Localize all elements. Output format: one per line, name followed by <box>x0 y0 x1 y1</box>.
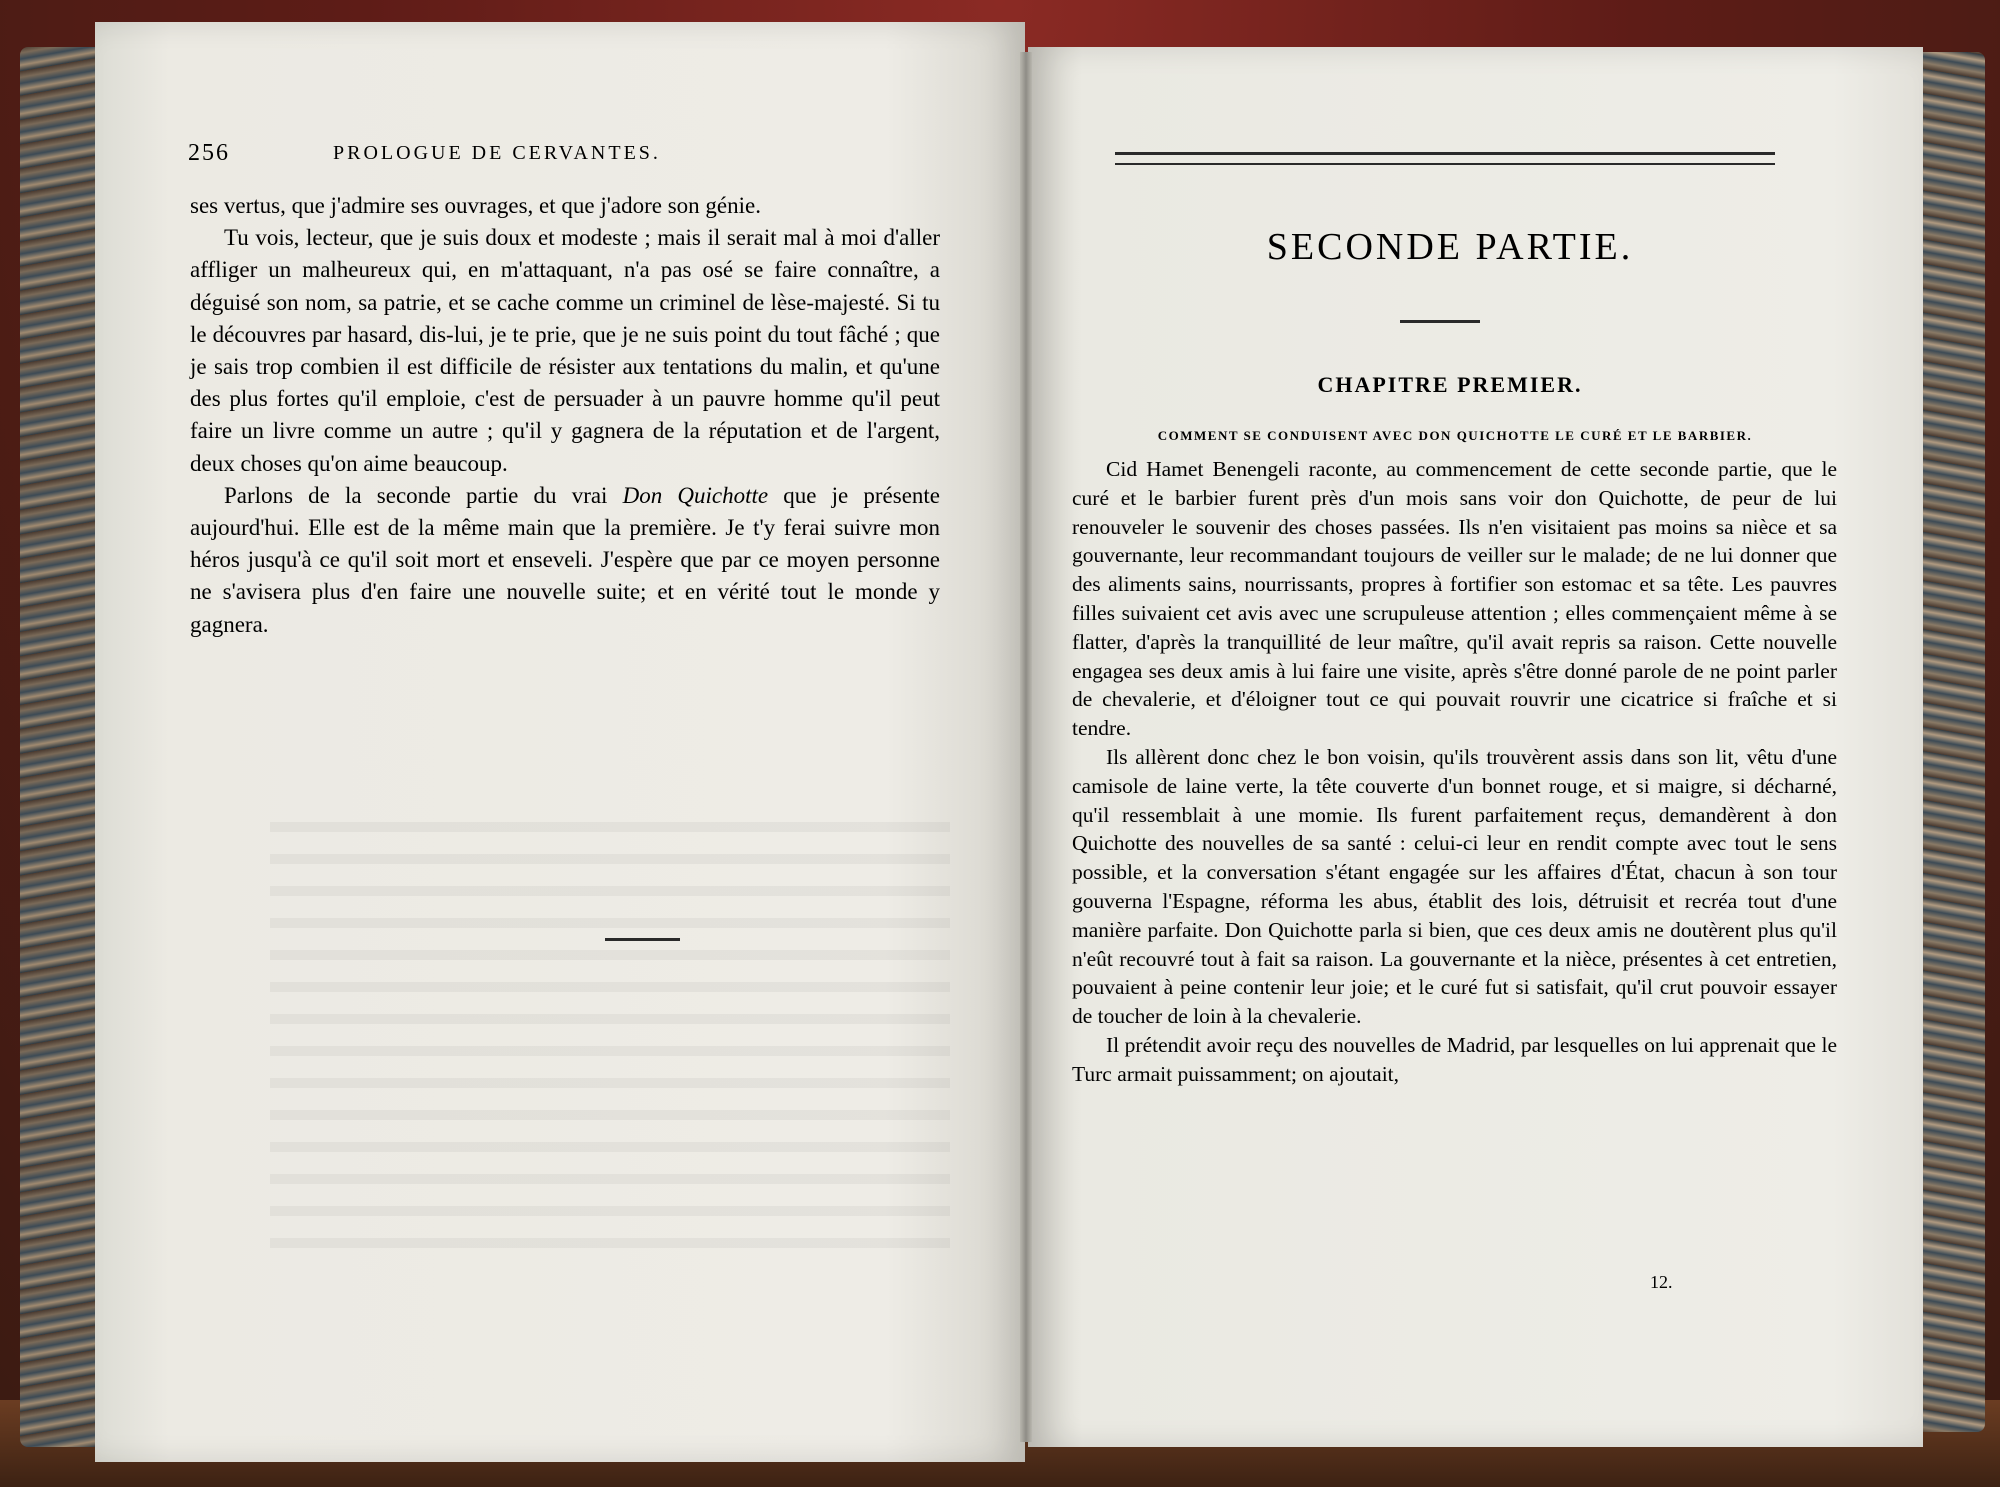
show-through-text <box>270 800 950 1270</box>
right-paragraph-3: Il prétendit avoir reçu des nouvelles de Madrid, par lesquelles on lui apprenait que le Turc armait puissamment; on ajoutait, <box>1072 1032 1837 1086</box>
signature-mark: 12. <box>1650 1272 1673 1292</box>
chapter-title: CHAPITRE PREMIER. <box>1317 372 1583 397</box>
right-paragraph-1: Cid Hamet Benengeli raconte, au commencement de cette seconde partie, que le curé et le barbier furent près d'un mois sans voir don Quichotte, de peur de lui renouveler le souvenir des choses passées. Ils n'en visitaient pas moins sa nièce et sa gouvernante, leur recommandant toujours de veiller sur le malade; de ne lui donner que des aliments sains, nourrissants, propres à fortifier son estomac et sa tête. Les pauvres filles suivaient cet avis avec une scrupuleuse attention ; elles commençaient même à se flatter, d'après la tranquillité de leur maître, qu'il avait repris sa raison. Cette nouvelle engagea ses deux amis à lui faire une visite, après s'être donné parole de ne point parler de chevalerie, et d'éloigner tout ce qui pouvait rouvrir une cicatrice si fraîche et si tendre. <box>1072 457 1837 741</box>
left-paragraph-1: ses vertus, que j'admire ses ouvrages, et que j'adore son génie. <box>190 193 761 218</box>
right-paragraph-2: Ils allèrent donc chez le bon voisin, qu'ils trouvèrent assis dans son lit, vêtu d'une camisole de laine verte, la tête couverte d'un bonnet rouge, et si maigre, si décharné, qu'il ressemblait à une momie. Ils furent parfaitement reçus, demandèrent à don Quichotte des nouvelles de sa santé : celui-ci leur en rendit compte avec tout le sens possible, et la conversation s'étant engagée sur les affaires d'État, chacun à son tour gouverna l'Espagne, réforma les abus, établit des lois, détruisit et recréa tout d'une manière parfaite. Don Quichotte parla si bien, que ces deux amis ne doutèrent plus qu'il n'eût recouvré tout à fait sa raison. La gouvernante et la nièce, présentes à cet entretien, pouvaient à peine contenir leur joie; et le curé fut si satisfait, qu'il crut pouvoir essayer de toucher de loin à la chevalerie. <box>1072 744 1837 1029</box>
right-page-text <box>1072 455 1837 1089</box>
page-number: 256 <box>188 140 230 166</box>
left-running-head <box>188 140 948 180</box>
left-end-rule <box>605 938 680 941</box>
book-gutter <box>1020 52 1032 1442</box>
part-title: SECONDE PARTIE. <box>1266 226 1634 268</box>
left-paragraph-3 <box>190 480 940 641</box>
left-paragraph-2: Tu vois, lecteur, que je suis doux et modeste ; mais il serait mal à moi d'aller affliger un malheureux qui, en m'attaquant, n'a pas osé se faire connaître, a déguisé son nom, sa patrie, et se cache comme un criminel de lèse-majesté. Si tu le découvres par hasard, dis-lui, je te prie, que je ne suis point du tout fâché ; que je sais trop combien il est difficile de résister aux tentations du malin, et qu'une des plus fortes qu'il emploie, c'est de persuader à un pauvre homme qu'il peut faire un livre comme un autre ; qu'il y gagnera de la réputation et de l'argent, deux choses qu'on aime beaucoup. <box>190 225 940 476</box>
running-title: PROLOGUE DE CERVANTES. <box>333 142 661 164</box>
book-title-italic: Don Quichotte <box>622 482 769 508</box>
left-paragraph-3-start: Parlons de la seconde partie du vrai <box>224 482 623 508</box>
left-page-text <box>190 190 940 641</box>
header-double-rule <box>1115 152 1775 165</box>
book-cover-right-marbled <box>1915 52 1985 1432</box>
title-divider <box>1400 320 1480 323</box>
left-paragraph-3-end: que je présente aujourd'hui. Elle est de la même main que la première. Je t'y ferai suivre mon héros jusqu'à ce qu'il soit mort et enseveli. J'espère que par ce moyen personne ne s'avisera plus d'en faire une nouvelle suite; et en vérité tout le monde y gagnera. <box>190 482 941 637</box>
chapter-subtitle: COMMENT SE CONDUISENT AVEC DON QUICHOTTE LE CURÉ ET LE BARBIER. <box>1157 428 1753 443</box>
